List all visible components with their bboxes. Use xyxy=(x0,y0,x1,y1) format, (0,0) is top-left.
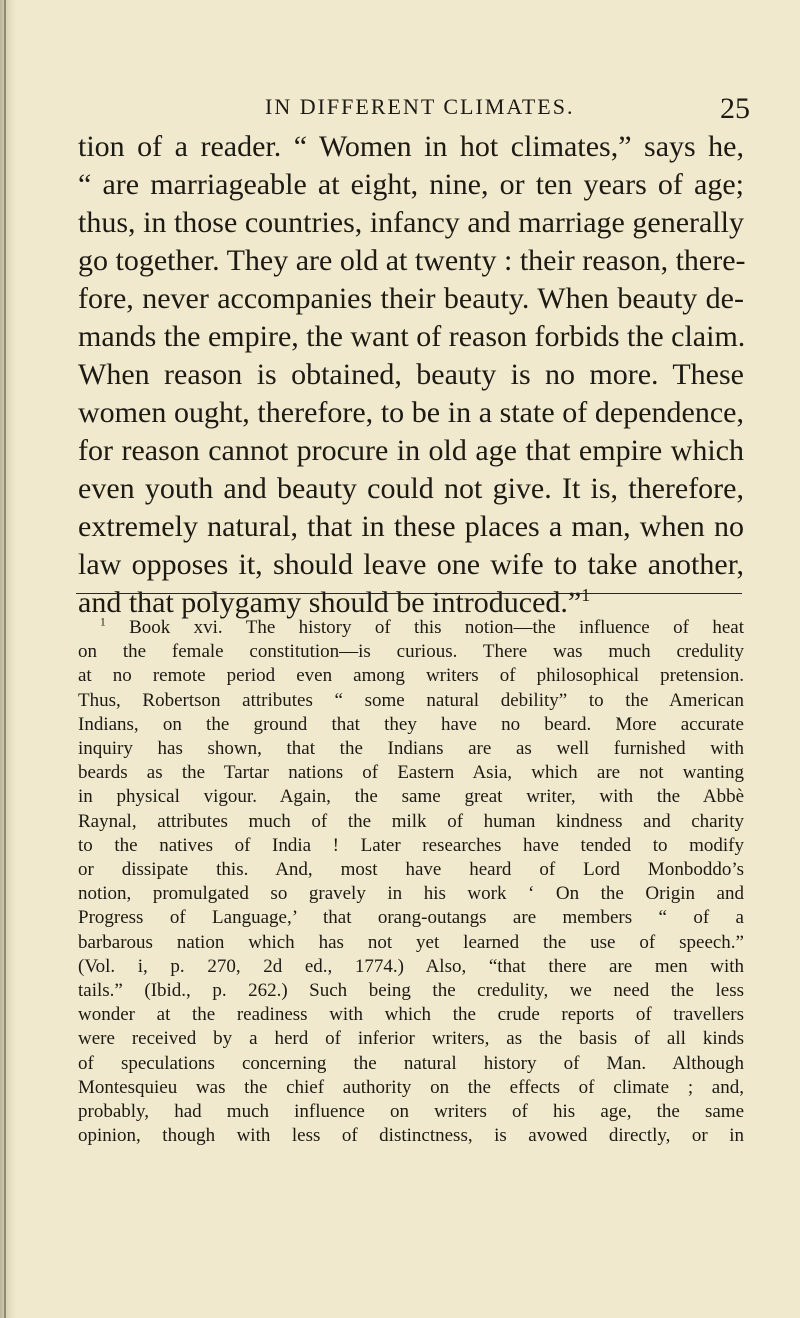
text-line: for reason cannot procure in old age that empire which xyxy=(78,434,744,467)
text-line: women ought, therefore, to be in a state of dependence, xyxy=(78,396,744,429)
footnote-line: were received by a herd of inferior writers, as the basis of all kinds xyxy=(78,1028,744,1050)
text-line: law opposes it, should leave one wife to take another, xyxy=(78,548,744,581)
footnote-line: barbarous nation which has not yet learned the use of speech.” xyxy=(78,931,744,953)
text-line: mands the empire, the want of reason forbids the claim. xyxy=(78,320,746,353)
footnote xyxy=(78,616,744,1148)
footnote-line: Montesquieu was the chief authority on the effects of climate ; and, xyxy=(78,1076,744,1098)
footnote-line-first xyxy=(78,616,744,640)
footnote-line: Thus, Robertson attributes “ some natural debility” to the American xyxy=(78,689,744,711)
footnote-line: tails.” (Ibid., p. 262.) Such being the credulity, we need the less xyxy=(78,980,744,1002)
text-line: “ are marriageable at eight, nine, or ten years of age; xyxy=(78,168,744,201)
book-gutter xyxy=(0,0,16,1318)
footnote-line: probably, had much influence on writers of his age, the same xyxy=(78,1101,744,1123)
footnote-line: inquiry has shown, that the Indians are as well furnished with xyxy=(78,738,744,760)
running-title: IN DIFFERENT CLIMATES. xyxy=(265,94,575,119)
footnote-line: wonder at the readiness with which the crude reports of travellers xyxy=(78,1004,744,1026)
footnote-line: (Vol. i, p. 270, 2d ed., 1774.) Also, “that there are men with xyxy=(78,955,744,977)
footnote-line-first-content: Book xvi. The history of this notion—the influence of heat xyxy=(105,617,744,638)
footnote-line: Progress of Language,’ that orang-outangs are members “ of a xyxy=(78,907,744,929)
footnote-line: beards as the Tartar nations of Eastern Asia, which are not wanting xyxy=(78,762,744,784)
footnote-line: Raynal, attributes much of the milk of human kindness and charity xyxy=(78,810,744,832)
running-head xyxy=(70,92,750,132)
footnote-line: to the natives of India ! Later researches have tended to modify xyxy=(78,834,744,856)
text-line: extremely natural, that in these places a man, when no xyxy=(78,510,744,543)
text-line: tion of a reader. “ Women in hot climates,” says he, xyxy=(78,130,744,163)
footnote-line: opinion, though with less of distinctness, is avowed directly, or in xyxy=(78,1125,744,1147)
main-text xyxy=(78,128,744,622)
footnote-line: at no remote period even among writers of philosophical pretension. xyxy=(78,665,744,687)
text-line: When reason is obtained, beauty is no more. These xyxy=(78,358,744,391)
footnote-rule xyxy=(76,593,742,594)
text-line: even youth and beauty could not give. It is, therefore, xyxy=(78,472,744,505)
text-line: thus, in those countries, infancy and marriage generally xyxy=(78,206,744,239)
footnote-line: of speculations concerning the natural history of Man. Although xyxy=(78,1052,744,1074)
footnote-line: in physical vigour. Again, the same great writer, with the Abbè xyxy=(78,786,744,808)
footnote-line: on the female constitution—is curious. There was much credulity xyxy=(78,641,744,663)
text-line: go together. They are old at twenty : their reason, there- xyxy=(78,244,746,277)
text-line: fore, never accompanies their beauty. When beauty de- xyxy=(78,282,744,315)
footnote-line: or dissipate this. And, most have heard of Lord Monboddo’s xyxy=(78,859,744,881)
text-line-last-content: and that polygamy should be introduced.” xyxy=(78,586,582,619)
footnote-reference[interactable]: 1 xyxy=(581,585,591,605)
footnote-marker: 1 xyxy=(100,616,106,629)
footnote-line: notion, promulgated so gravely in his work ‘ On the Origin and xyxy=(78,883,744,905)
page-number: 25 xyxy=(720,92,750,125)
footnote-line: Indians, on the ground that they have no beard. More accurate xyxy=(78,713,744,735)
